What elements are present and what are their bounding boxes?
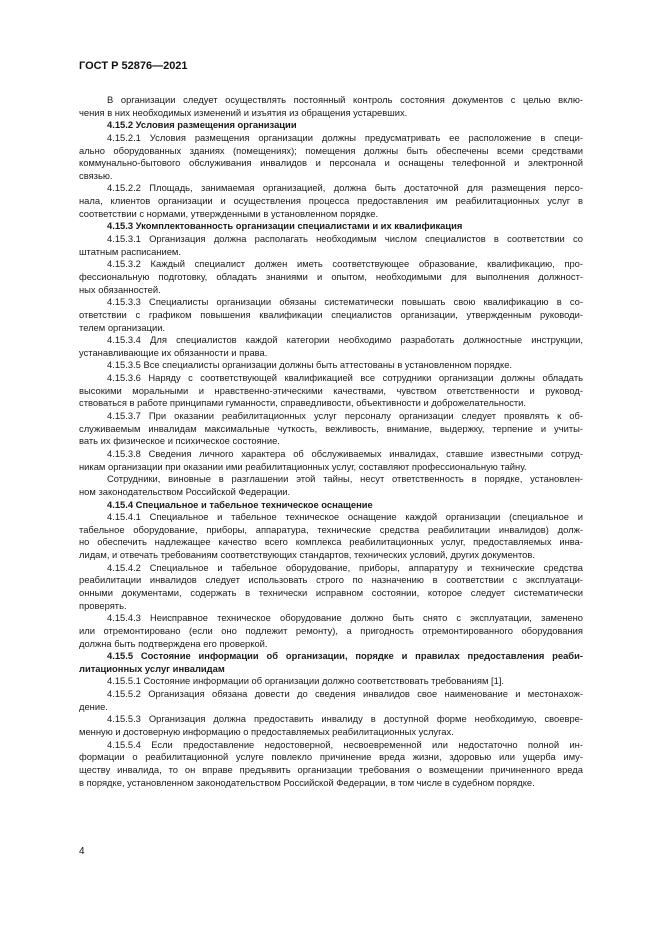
text-line: формации о реабилитационной услуге повлекло причинение вреда жизни, здоровью или ущерба иму- [79, 751, 583, 763]
text-line: реабилитации инвалидов следует использовать строго по назначению в соответствии с эксплуатаци- [79, 574, 583, 586]
text-line: табельное оборудование, приборы, аппаратура, технические средства реабилитации инвалидов) долж- [79, 523, 583, 535]
text-line: Сотрудники, виновные в разглашении этой тайны, несут ответственность в порядке, установлен- [107, 473, 583, 485]
section-heading-line: литационных услуг инвалидам [79, 662, 225, 674]
text-line: 4.15.3.8 Сведения личного характера об обслуживаемых инвалидах, ставшие известными сотруд- [107, 447, 583, 459]
text-line: ном законодательством Российской Федерации. [79, 485, 291, 497]
text-line: связью. [79, 169, 113, 181]
text-line: ально оборудованных зданиях (помещениях); помещения должны быть обеспечены всеми средствами [79, 144, 583, 156]
section-heading-line: 4.15.2 Условия размещения организации [107, 119, 297, 131]
text-line: В организации следует осуществлять постоянный контроль состояния документов с целью вклю- [107, 94, 583, 105]
text-line: фессиональную подготовку, обладать знаниями и опытом, необходимыми для выполнения должност- [79, 270, 583, 282]
text-line: 4.15.2.2 Площадь, занимаемая организацией, должна быть достаточной для размещения персо- [107, 182, 583, 194]
text-line: высокими моральными и нравственно-этическими качествами, чувством ответственности и руковод- [79, 384, 583, 396]
section-heading-line: 4.15.5 Состояние информации об организации, порядке и правилах предоставления реаби- [107, 650, 583, 662]
text-line: онными документами, содержать в технически исправном состоянии, которое следует систематически [79, 586, 583, 598]
text-line: 4.15.4.3 Неисправное техническое оборудование должно быть снято с эксплуатации, заменено [107, 612, 583, 624]
text-line: служиваемым инвалидам максимальные чуткость, вежливость, внимание, выдержку, терпение и учиты- [79, 422, 583, 434]
text-line: телем организации. [79, 321, 166, 333]
section-heading-line: 4.15.4 Специальное и табельное техническое оснащение [107, 498, 373, 510]
text-line: 4.15.4.2 Специальное и табельное оборудование, приборы, аппаратуру и технические средства [107, 561, 583, 573]
text-line: ществу инвалида, то он вправе предъявить организации требования о возмещении причиненного вреда [79, 763, 583, 775]
text-line: 4.15.2.1 Условия размещения организации должны предусматривать ее расположение в специ- [107, 131, 583, 143]
text-line: ответствии с графиком повышения квалификации специалистов организации, утвержденным руководи- [79, 308, 583, 320]
text-line: 4.15.3.3 Специалисты организации обязаны систематически повышать свою квалификацию в со- [107, 296, 583, 308]
text-line: нала, клиентов организации и осуществления процесса предоставления им реабилитационных услуг в [79, 195, 583, 207]
text-line: но обеспечить надлежащее качество всего комплекса реабилитационных услуг, предоставляемых инва- [79, 536, 583, 548]
text-line: 4.15.4.1 Специальное и табельное техническое оснащение каждой организации (специальное и [107, 511, 583, 523]
page-number: 4 [79, 846, 85, 857]
document-body [79, 94, 583, 789]
text-line: соответствии с нормами, утвержденными в установленном порядке. [79, 207, 379, 219]
text-line: должна быть подтверждена его проверкой. [79, 637, 268, 649]
text-line: проверять. [79, 599, 127, 611]
standard-header: ГОСТ Р 52876—2021 [79, 60, 188, 72]
text-line: 4.15.5.3 Организация должна предоставить инвалиду в доступной форме необходимую, своевре- [107, 713, 583, 725]
text-line: 4.15.5.2 Организация обязана довести до сведения инвалидов свое наименование и местонахож- [107, 688, 583, 700]
text-line: устанавливающие их обязанности и права. [79, 346, 268, 358]
text-line: дение. [79, 700, 108, 712]
text-line: менную и достоверную информацию о предоставляемых реабилитационных услугах. [79, 726, 454, 738]
text-line: 4.15.3.4 Для специалистов каждой категории необходимо разработать должностные инструкции, [107, 334, 583, 346]
text-line: чения в них необходимых изменений и изъятия из обращения устаревших. [79, 106, 408, 118]
text-line: ных обязанностей. [79, 283, 161, 295]
text-line: 4.15.3.5 Все специалисты организации должны быть аттестованы в установленном порядке. [107, 359, 513, 371]
text-line: или отремонтировано (если оно подлежит ремонту), а пригодность отремонтированного оборудования [79, 624, 583, 636]
section-heading-line: 4.15.3 Укомплектованность организации специалистами и их квалификация [107, 220, 463, 232]
text-line: 4.15.3.7 При оказании реабилитационных услуг персоналу организации следует проявлять к об- [107, 410, 583, 422]
text-line: никам организации при оказании ими реабилитационных услуг, составляют профессиональную тайну. [79, 460, 527, 472]
text-line: в порядке, установленном законодательством Российской Федерации, в том числе в судебном порядке. [79, 776, 535, 788]
text-line: 4.15.3.2 Каждый специалист должен иметь соответствующее образование, квалификацию, про- [107, 258, 583, 270]
text-line: вать их физическое и психическое состояние. [79, 435, 280, 447]
text-line: коммунально-бытового обслуживания инвалидов и персонала и оснащены телефонной и электронной [79, 157, 583, 169]
text-line: лидам, и отвечать требованиям соответствующих стандартов, технических условий, других документов. [79, 549, 535, 561]
text-line: ствоваться в работе принципами гуманности, справедливости, объективности и доброжелательности. [79, 397, 527, 409]
text-line: 4.15.3.6 Наряду с соответствующей квалификацией все сотрудники организации должны обладать [107, 372, 583, 384]
text-line: 4.15.5.1 Состояние информации об организации должно соответствовать требованиям [1]. [107, 675, 505, 687]
text-line: 4.15.3.1 Организация должна располагать необходимым числом специалистов в соответствии со [107, 233, 583, 245]
text-line: 4.15.5.4 Если предоставление недостоверной, несвоевременной или недостаточно полной ин- [107, 738, 583, 750]
text-line: штатным расписанием. [79, 245, 181, 257]
